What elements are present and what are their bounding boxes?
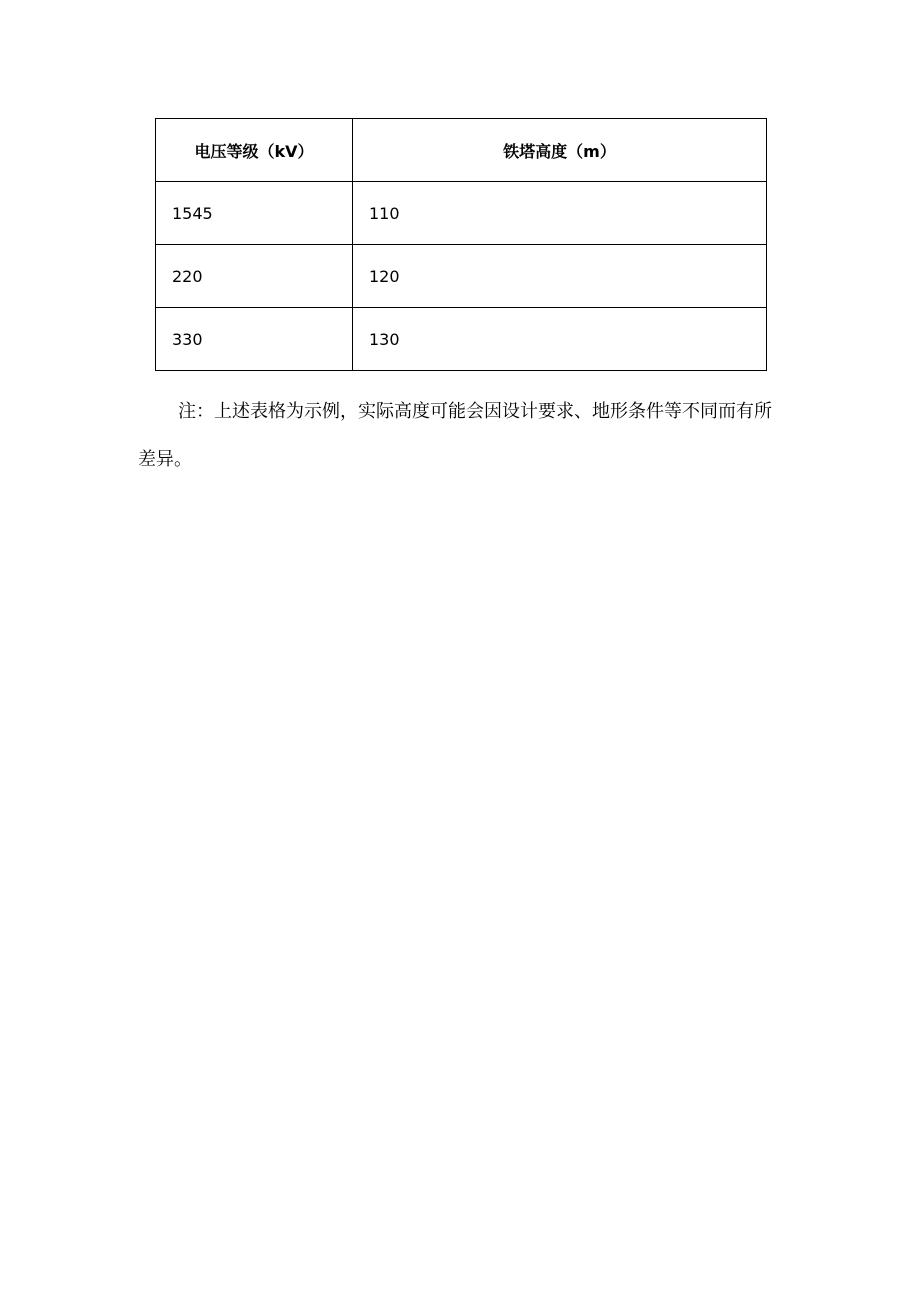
table-note: 注：上述表格为示例，实际高度可能会因设计要求、地形条件等不同而有所差异。 (138, 401, 772, 470)
table-header-row (156, 119, 767, 182)
table-row (156, 245, 767, 308)
cell-height: 120 (353, 245, 767, 308)
cell-height: 110 (353, 182, 767, 245)
cell-height: 130 (353, 308, 767, 371)
cell-voltage: 220 (156, 245, 353, 308)
voltage-tower-height-table (155, 118, 767, 371)
cell-voltage: 330 (156, 308, 353, 371)
table-row (156, 182, 767, 245)
table-row (156, 308, 767, 371)
header-voltage-level: 电压等级（kV） (156, 119, 353, 182)
cell-voltage: 1545 (156, 182, 353, 245)
header-tower-height: 铁塔高度（m） (353, 119, 767, 182)
